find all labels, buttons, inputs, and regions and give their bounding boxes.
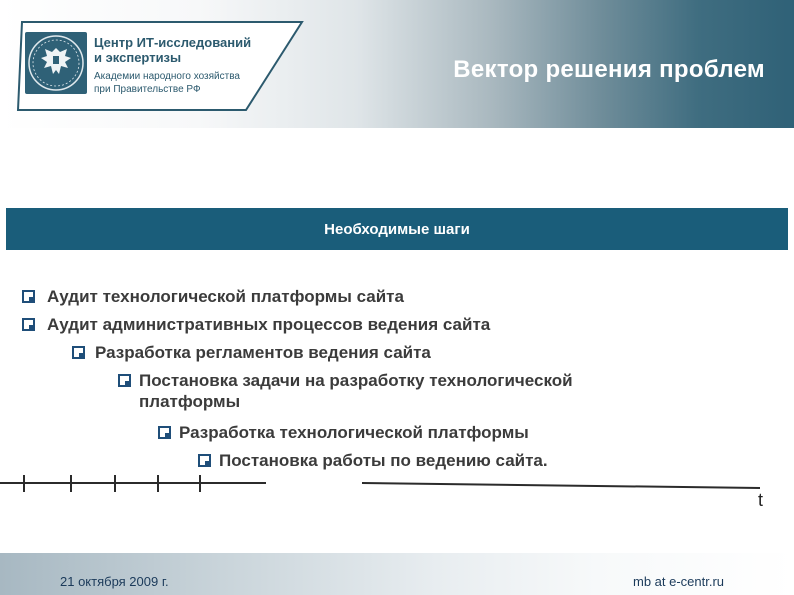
slide-footer <box>0 553 794 595</box>
logo-org-name <box>94 35 294 65</box>
step-text <box>139 370 573 412</box>
checkbox-bullet-icon <box>22 290 35 303</box>
logo-parent-line2: при Правительстве РФ <box>94 84 201 95</box>
list-item <box>22 314 490 335</box>
checkbox-bullet-icon <box>198 454 211 467</box>
step-text-line2: платформы <box>139 392 241 411</box>
list-item <box>158 422 529 443</box>
step-text: Разработка регламентов ведения сайта <box>95 343 431 362</box>
list-item <box>198 450 548 471</box>
timeline-axis-label: t <box>758 490 764 510</box>
logo-parent-line1: Академии народного хозяйства <box>94 71 240 82</box>
steps-bar-label: Необходимые шаги <box>324 220 470 238</box>
checkbox-bullet-icon <box>22 318 35 331</box>
step-text: Аудит технологической платформы сайта <box>47 287 404 306</box>
list-item <box>22 286 404 307</box>
step-text: Постановка работы по ведению сайта. <box>219 451 548 470</box>
logo <box>14 20 304 112</box>
footer-site: mb at e-centr.ru <box>633 574 725 589</box>
footer-date: 21 октября 2009 г. <box>60 574 169 589</box>
timeline-line-right <box>362 483 760 488</box>
list-item <box>72 342 431 363</box>
list-item <box>118 370 698 412</box>
double-headed-eagle-emblem-icon <box>25 32 87 94</box>
timeline-axis <box>0 470 794 520</box>
step-text-line1: Постановка задачи на разработку технологической <box>139 371 573 390</box>
checkbox-bullet-icon <box>72 346 85 359</box>
logo-org-line1: Центр ИТ-исследований <box>94 35 252 50</box>
logo-parent-org <box>94 70 294 96</box>
step-text: Аудит административных процессов ведения сайта <box>47 315 491 334</box>
logo-org-line2: и экспертизы <box>94 50 182 65</box>
slide-title: Вектор решения проблем <box>453 56 765 83</box>
slide-header <box>0 0 794 128</box>
step-text: Разработка технологической платформы <box>179 423 529 442</box>
checkbox-bullet-icon <box>118 374 131 387</box>
steps-bar <box>6 208 788 250</box>
checkbox-bullet-icon <box>158 426 171 439</box>
